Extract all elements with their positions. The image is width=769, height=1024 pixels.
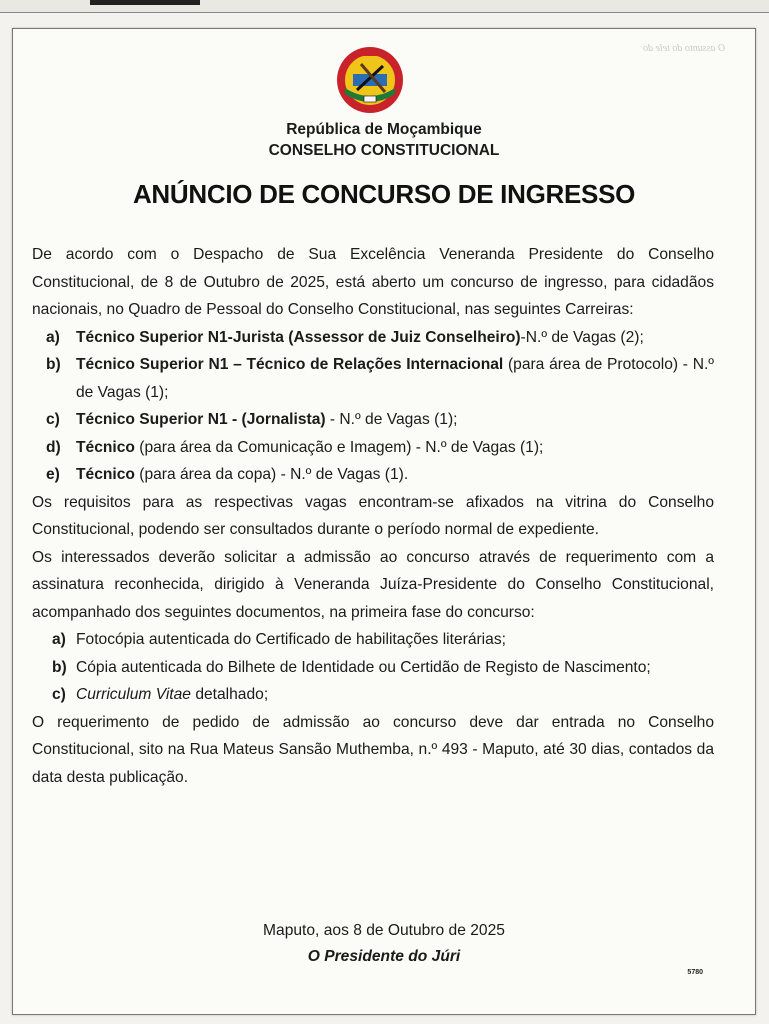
page-title: ANÚNCIO DE CONCURSO DE INGRESSO bbox=[132, 179, 636, 209]
career-marker: c) bbox=[46, 411, 60, 428]
career-vacancies: (para área da Comunicação e Imagem) - N.º de Vagas (1); bbox=[134, 438, 544, 456]
document-item bbox=[32, 681, 714, 709]
documents-list bbox=[32, 626, 714, 709]
career-item bbox=[32, 324, 714, 352]
career-marker: a) bbox=[46, 328, 60, 346]
career-vacancies: (para área da copa) - N.º de Vagas (1). bbox=[134, 466, 409, 483]
republic-name: República de Moçambique bbox=[286, 121, 482, 138]
announcement-sheet bbox=[12, 28, 756, 1015]
date-line: Maputo, aos 8 de Outubro de 2025 bbox=[263, 922, 505, 939]
career-title: Técnico Superior N1-Jurista (Assessor de Juiz Conselheiro) bbox=[76, 328, 521, 346]
document-text: detalhado; bbox=[190, 686, 269, 703]
career-vacancies: - N.º de Vagas (1); bbox=[325, 411, 458, 428]
application-paragraph: Os interessados deverão solicitar a admissão ao concurso através de requerimento com a assinatura reconhecida, dirigido à Veneranda Juíza-Presidente do Conselho Constitucional, acompanhado dos seguintes documentos, na primeira fase do concurso: bbox=[32, 548, 714, 621]
career-title: Técnico Superior N1 – Técnico de Relações Internacional bbox=[76, 356, 504, 373]
career-item bbox=[32, 406, 714, 434]
career-item bbox=[32, 461, 714, 489]
mozambique-emblem-icon bbox=[331, 42, 409, 114]
document-item bbox=[32, 626, 714, 654]
document-marker: b) bbox=[52, 658, 67, 676]
career-marker: b) bbox=[46, 356, 61, 373]
career-marker: d) bbox=[46, 438, 61, 456]
intro-paragraph: De acordo com o Despacho de Sua Excelência Veneranda Presidente do Conselho Constitucional, de 8 de Outubro de 2025, está aberto um concurso de ingresso, para cidadãos nacionais, no Quadro de Pessoal do Conselho Constitucional, nas seguintes Carreiras: bbox=[32, 246, 714, 318]
signatory: O Presidente do Júri bbox=[307, 948, 461, 965]
document-marker: a) bbox=[52, 631, 66, 648]
bleed-through-text: O assunto do tele do bbox=[642, 43, 725, 54]
career-title: Técnico bbox=[76, 466, 135, 483]
document-text: Cópia autenticada do Bilhete de Identidade ou Certidão de Registo de Nascimento; bbox=[76, 658, 651, 676]
career-title: Técnico bbox=[76, 438, 135, 456]
document-text-italic: Curriculum Vitae bbox=[76, 686, 191, 703]
top-dash bbox=[90, 0, 200, 5]
career-item bbox=[32, 351, 714, 406]
careers-list bbox=[32, 324, 714, 489]
career-vacancies: (para área de Protocolo) - N.º de Vagas (1); bbox=[76, 356, 714, 401]
document-text: Fotocópia autenticada do Certificado de habilitações literárias; bbox=[76, 631, 506, 648]
document-item bbox=[32, 654, 714, 682]
career-item bbox=[32, 434, 714, 462]
requirements-paragraph: Os requisitos para as respectivas vagas encontram-se afixados na vitrina do Conselho Constitucional, podendo ser consultados durante o período normal de expediente. bbox=[32, 493, 714, 538]
submission-paragraph: O requerimento de pedido de admissão ao concurso deve dar entrada no Conselho Constitucional, sito na Rua Mateus Sansão Muthemba, n.º 493 - Maputo, até 30 dias, contados da data desta publicação. bbox=[32, 713, 714, 786]
career-title: Técnico Superior N1 - (Jornalista) bbox=[76, 411, 326, 428]
career-marker: e) bbox=[46, 466, 60, 483]
council-name: CONSELHO CONSTITUCIONAL bbox=[268, 142, 500, 159]
career-vacancies: -N.º de Vagas (2); bbox=[520, 328, 644, 346]
top-band bbox=[0, 0, 769, 13]
reference-code: 5780 bbox=[687, 969, 703, 976]
announcement-body bbox=[32, 241, 714, 791]
document-marker: c) bbox=[52, 686, 66, 703]
